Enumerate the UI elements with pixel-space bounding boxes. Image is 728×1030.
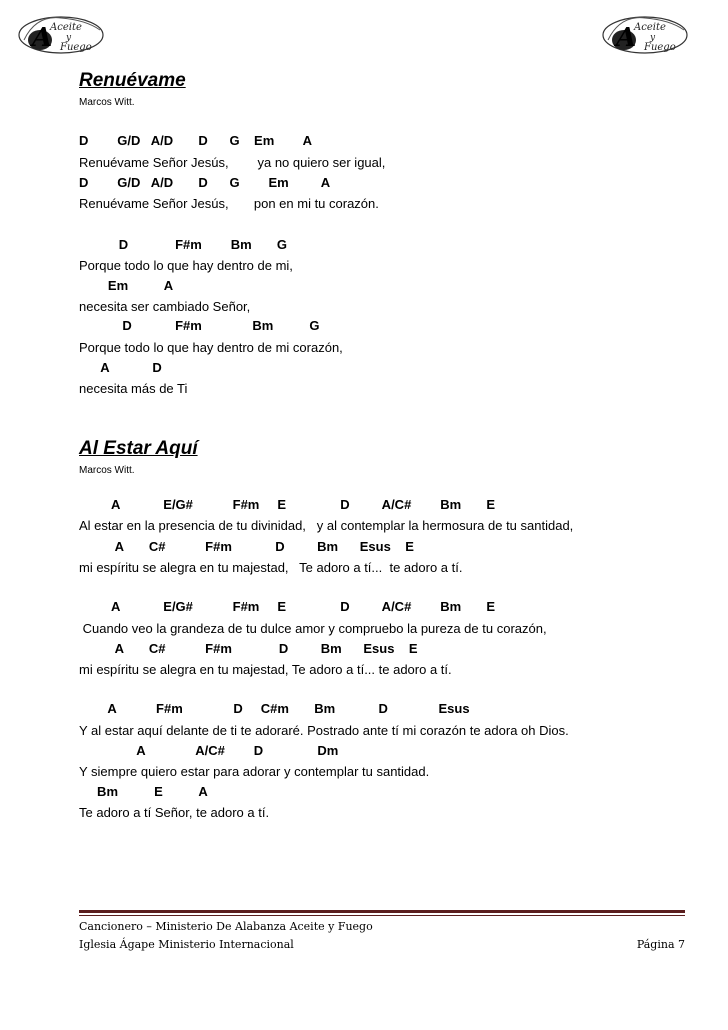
footer-divider-thin [79,915,685,916]
lyric-line: Al estar en la presencia de tu divinidad, y al contemplar la hermosura de tu santidad, [79,518,574,533]
song-title-al-estar-aqui: Al Estar Aquí [79,438,198,459]
svg-text:A: A [32,23,53,53]
lyric-line: necesita ser cambiado Señor, [79,299,251,314]
lyric-line: Cuando veo la grandeza de tu dulce amor y compruebo la pureza de tu corazón, [79,621,547,636]
song-author: Marcos Witt. [79,465,135,476]
lyric-line: mi espíritu se alegra en tu majestad, Te adoro a tí... te adoro a tí. [79,662,452,677]
svg-text:y: y [66,33,72,43]
svg-text:A: A [616,23,637,53]
chord-line: A C# F#m D Bm Esus E [79,539,414,554]
chord-line: Bm E A [79,784,208,799]
chord-line: A E/G# F#m E D A/C# Bm E [79,497,496,512]
chord-line: D F#m Bm G [79,318,320,333]
svg-text:Aceite: Aceite [634,22,666,33]
page-number: Página 7 [636,938,685,951]
song-author: Marcos Witt. [79,97,135,108]
lyric-line: necesita más de Ti [79,381,188,396]
lyric-line: Te adoro a tí Señor, te adoro a tí. [79,805,270,820]
footer-line-2: Iglesia Ágape Ministerio Internacional [79,938,294,951]
lyric-line: Renuévame Señor Jesús, pon en mi tu corazón. [79,196,379,211]
svg-text:Aceite: Aceite [50,22,82,33]
chord-line: D G/D A/D D G Em A [79,175,331,190]
chord-line: A D [79,360,162,375]
lyric-line: Porque todo lo que hay dentro de mi corazón, [79,340,343,355]
aceite-y-fuego-logo-right [600,10,690,56]
song-title-renuevame: Renuévame [79,70,186,91]
svg-text:Fuego: Fuego [60,42,92,53]
lyric-line: Renuévame Señor Jesús, ya no quiero ser igual, [79,155,386,170]
footer-line-1: Cancionero – Ministerio De Alabanza Aceite y Fuego [79,920,373,933]
chord-line: Em A [79,278,174,293]
chord-line: A C# F#m D Bm Esus E [79,641,418,656]
footer-divider [79,910,685,913]
lyric-line: Porque todo lo que hay dentro de mi, [79,258,293,273]
lyric-line: mi espíritu se alegra en tu majestad, Te adoro a tí... te adoro a tí. [79,560,463,575]
chord-line: D F#m Bm G [79,237,288,252]
svg-text:Fuego: Fuego [644,42,676,53]
aceite-y-fuego-logo-left [16,10,106,56]
chord-line: D G/D A/D D G Em A [79,133,313,148]
lyric-line: Y al estar aquí delante de ti te adoraré. Postrado ante tí mi corazón te adora oh Dios. [79,723,569,738]
chord-line: A A/C# D Dm [79,743,339,758]
chord-line: A F#m D C#m Bm D Esus [79,701,470,716]
lyric-line: Y siempre quiero estar para adorar y contemplar tu santidad. [79,764,430,779]
svg-text:y: y [650,33,656,43]
chord-line: A E/G# F#m E D A/C# Bm E [79,599,496,614]
